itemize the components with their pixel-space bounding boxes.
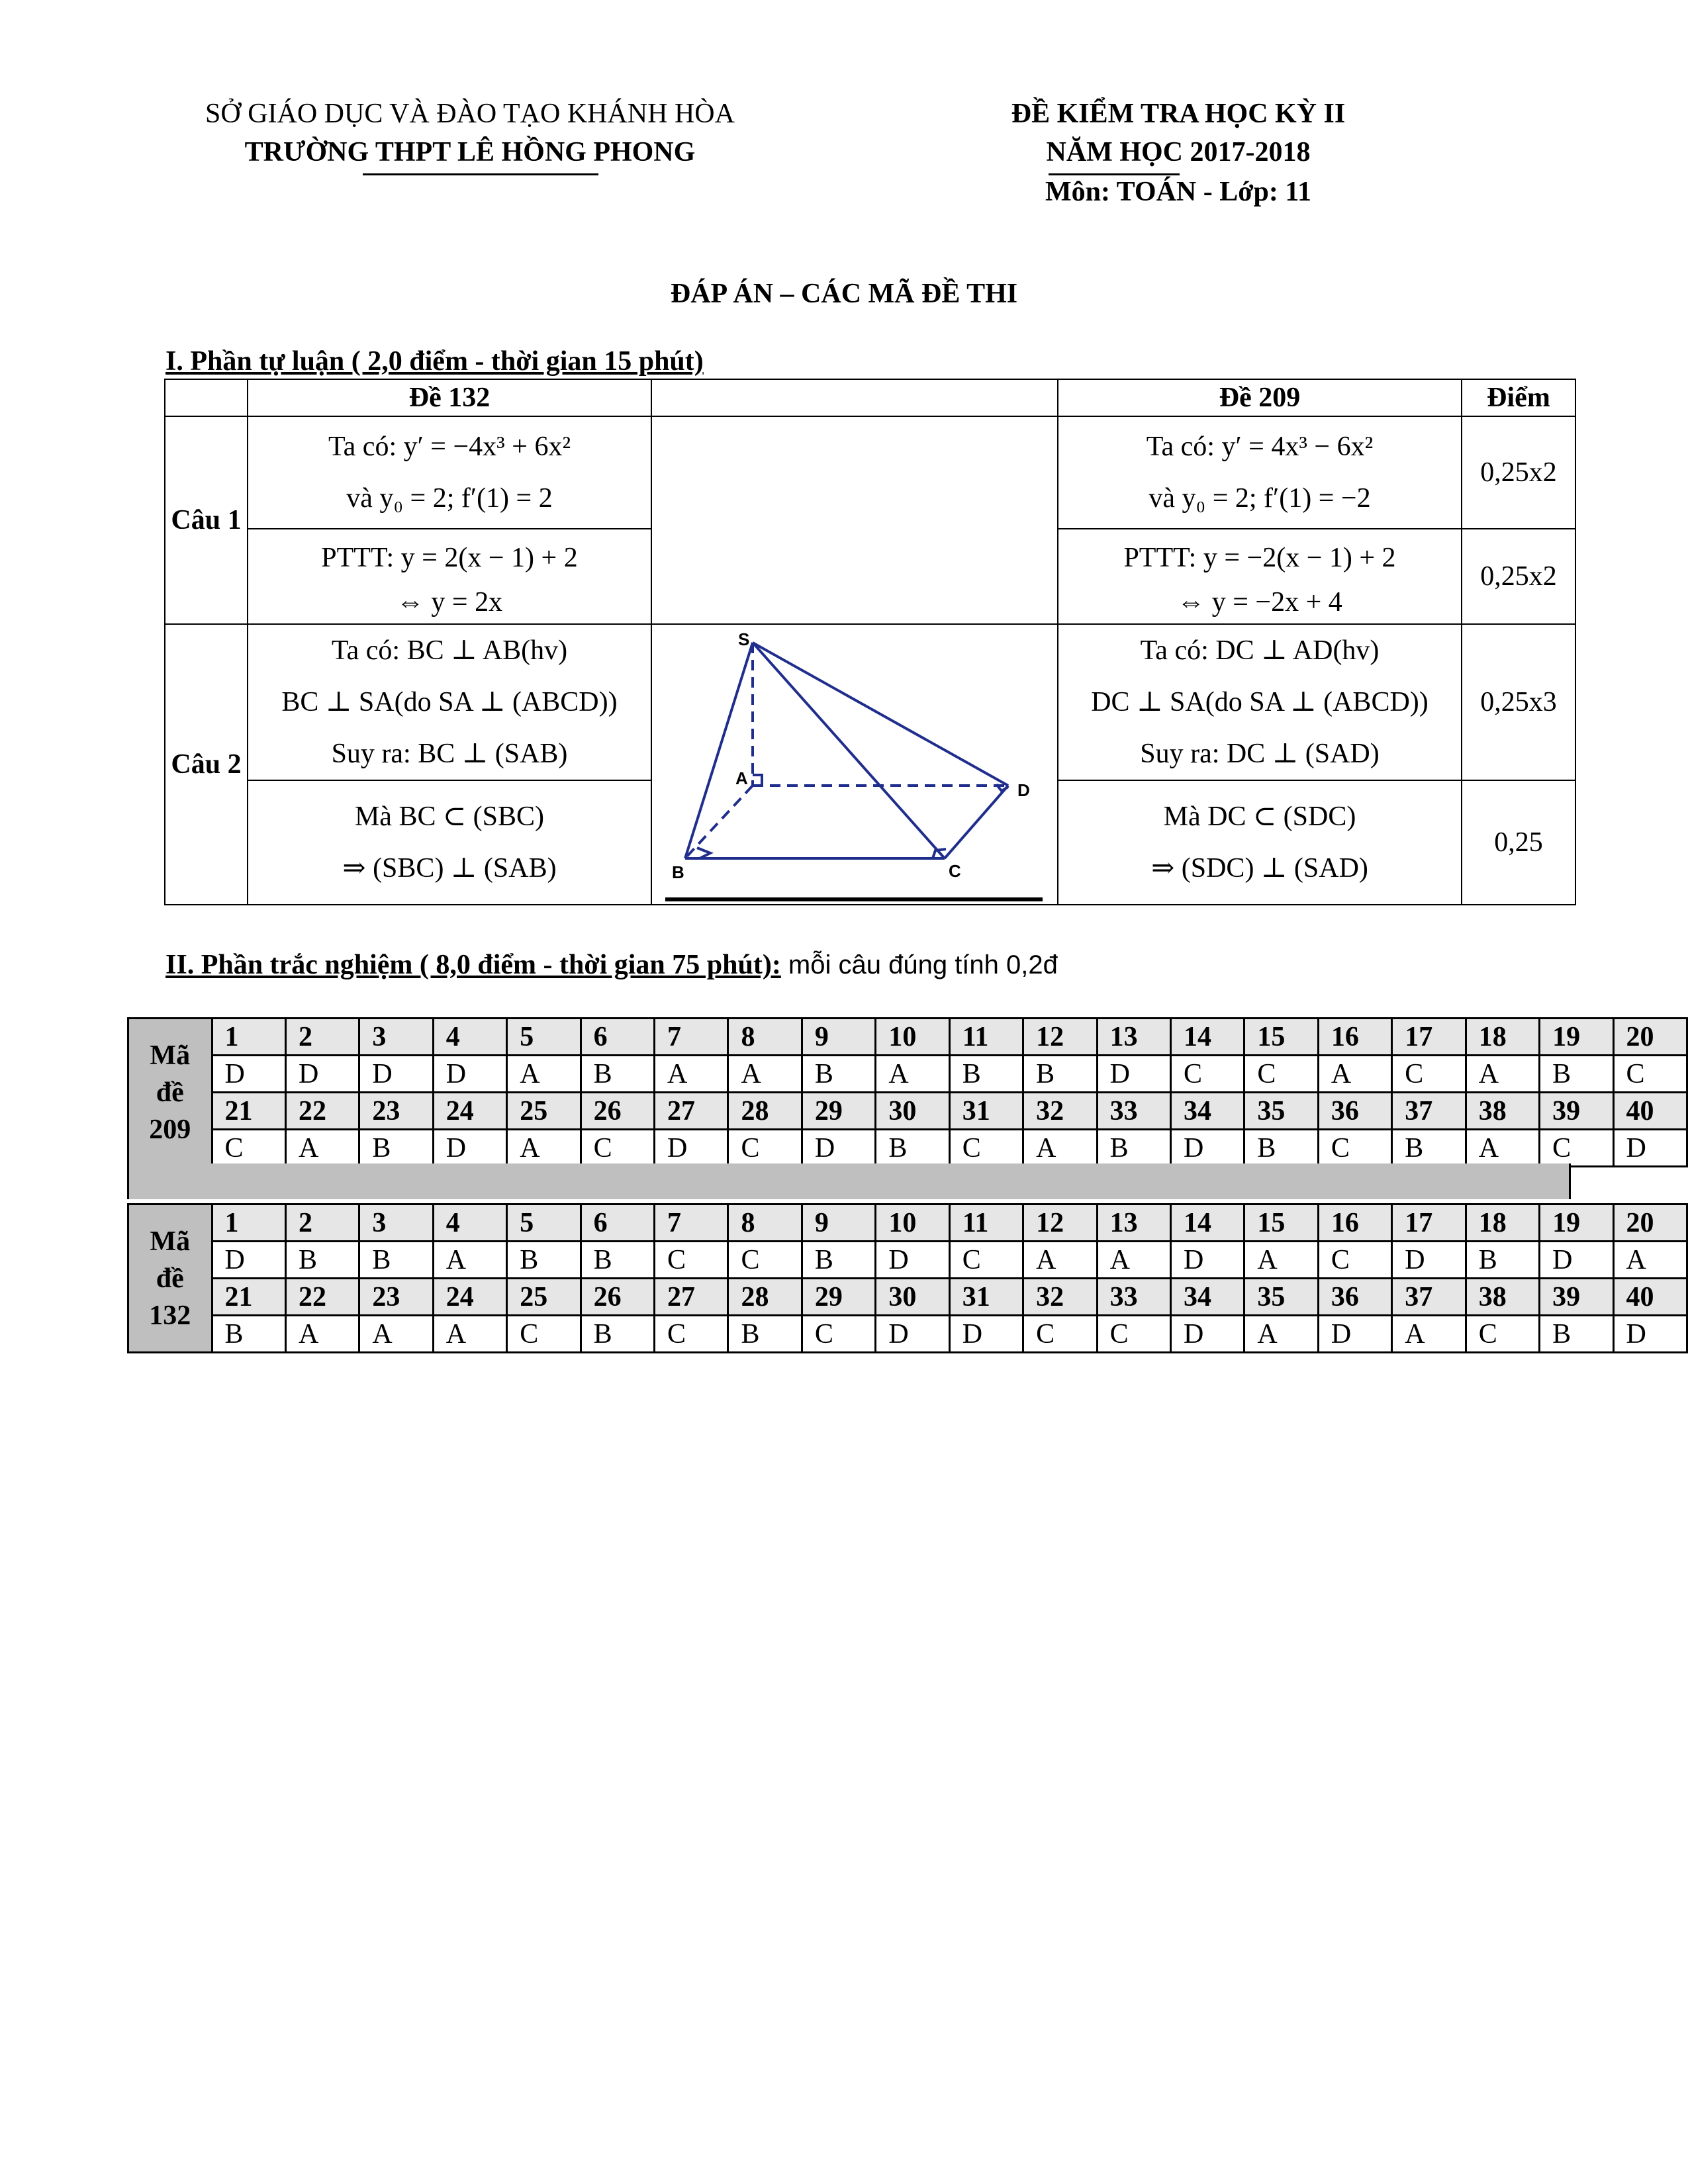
header-de132: Đề 132 — [248, 379, 651, 416]
question-number-cell: 5 — [507, 1019, 581, 1056]
q1a-de209 — [1058, 416, 1462, 529]
question-number-cell: 4 — [433, 1205, 506, 1242]
exam-code-number: 209 — [149, 1114, 191, 1145]
header-blank — [165, 379, 248, 416]
answer-cell: B — [1392, 1130, 1466, 1167]
question-1-label: Câu 1 — [165, 416, 248, 624]
answer-cell: D — [1613, 1130, 1687, 1167]
question-number-cell: 8 — [728, 1205, 802, 1242]
question-number-cell: 16 — [1318, 1019, 1391, 1056]
answer-cell: B — [1023, 1056, 1097, 1093]
answer-cell: A — [507, 1130, 581, 1167]
answer-cell: A — [1466, 1130, 1539, 1167]
answer-cell: A — [655, 1056, 728, 1093]
answer-cell: B — [212, 1316, 285, 1353]
q2a-de132-line1: Ta có: BC ⊥ AB(hv) — [331, 635, 568, 666]
answer-cell: C — [1318, 1242, 1391, 1279]
answer-cell: B — [1244, 1130, 1318, 1167]
mcq-row-nums2 — [128, 1279, 1687, 1316]
question-number-cell: 13 — [1097, 1019, 1170, 1056]
answer-cell: C — [728, 1242, 802, 1279]
question-number-cell: 11 — [949, 1019, 1023, 1056]
answer-cell: C — [655, 1242, 728, 1279]
question-number-cell: 13 — [1097, 1205, 1170, 1242]
q1b-de132-line1: PTTT: y = 2(x − 1) + 2 — [321, 543, 578, 573]
exam-code-label: đề — [156, 1077, 184, 1108]
q1a-de132-line1: Ta có: y′ = −4x³ + 6x² — [328, 432, 571, 462]
question-number-cell: 36 — [1318, 1279, 1391, 1316]
question-number-cell: 33 — [1097, 1279, 1170, 1316]
edge-SB — [685, 643, 753, 858]
q1b-de209-line1: PTTT: y = −2(x − 1) + 2 — [1123, 543, 1396, 573]
question-number-cell: 1 — [212, 1205, 285, 1242]
answer-cell: D — [433, 1130, 506, 1167]
answer-cell: C — [1097, 1316, 1170, 1353]
exam-code-label: Mã — [150, 1226, 191, 1257]
point-A-label: A — [735, 768, 748, 788]
question-number-cell: 20 — [1613, 1205, 1687, 1242]
question-number-cell: 34 — [1171, 1279, 1244, 1316]
q2a-de132 — [248, 624, 651, 780]
question-number-cell: 35 — [1244, 1279, 1318, 1316]
question-number-cell: 39 — [1540, 1279, 1613, 1316]
answer-cell: B — [359, 1130, 433, 1167]
question-number-cell: 30 — [876, 1093, 949, 1130]
question-number-cell: 29 — [802, 1279, 875, 1316]
question-number-cell: 37 — [1392, 1093, 1466, 1130]
q2a-de132-line3: Suy ra: BC ⊥ (SAB) — [331, 739, 568, 769]
answer-cell: B — [581, 1242, 654, 1279]
exam-code-label: Mã — [150, 1040, 191, 1071]
answer-cell: C — [802, 1316, 875, 1353]
question-number-cell: 22 — [285, 1279, 359, 1316]
question-number-cell: 25 — [507, 1279, 581, 1316]
question-number-cell: 31 — [949, 1093, 1023, 1130]
answer-cell: D — [876, 1242, 949, 1279]
question-number-cell: 26 — [581, 1093, 654, 1130]
question-number-cell: 6 — [581, 1205, 654, 1242]
answer-cell: B — [876, 1130, 949, 1167]
q2b-de132-line2: ⇒ (SBC) ⊥ (SAB) — [342, 853, 557, 884]
question-number-cell: 40 — [1613, 1279, 1687, 1316]
answer-cell: D — [1613, 1316, 1687, 1353]
exam-code-number: 132 — [149, 1300, 191, 1331]
mcq-separator — [127, 1163, 1571, 1199]
answer-cell: D — [949, 1316, 1023, 1353]
answer-cell: B — [581, 1056, 654, 1093]
q1a-de132 — [248, 416, 651, 529]
answer-cell: C — [949, 1242, 1023, 1279]
answer-cell: D — [433, 1056, 506, 1093]
answer-cell: D — [359, 1056, 433, 1093]
header-score: Điểm — [1462, 379, 1575, 416]
answer-cell: C — [949, 1130, 1023, 1167]
right-angle-A — [753, 775, 762, 786]
question-number-cell: 1 — [212, 1019, 285, 1056]
question-number-cell: 11 — [949, 1205, 1023, 1242]
answer-cell: D — [802, 1130, 875, 1167]
q1b-de209 — [1058, 529, 1462, 624]
answer-cell: A — [1613, 1242, 1687, 1279]
q2b-de209-line2: ⇒ (SDC) ⊥ (SAD) — [1151, 853, 1368, 884]
answer-cell: A — [1023, 1242, 1097, 1279]
answer-cell: A — [1244, 1242, 1318, 1279]
question-number-cell: 39 — [1540, 1093, 1613, 1130]
question-number-cell: 10 — [876, 1019, 949, 1056]
q2a-de209-line2: DC ⊥ SA(do SA ⊥ (ABCD)) — [1091, 687, 1429, 717]
answer-cell: C — [655, 1316, 728, 1353]
question-number-cell: 26 — [581, 1279, 654, 1316]
answer-cell: C — [1023, 1316, 1097, 1353]
answer-cell: A — [433, 1242, 506, 1279]
question-number-cell: 37 — [1392, 1279, 1466, 1316]
question-number-cell: 8 — [728, 1019, 802, 1056]
mcq-row-ans2 — [128, 1130, 1687, 1167]
q2b-de209-line1: Mà DC ⊂ (SDC) — [1163, 801, 1356, 832]
school-year: NĂM HỌC 2017-2018 — [1046, 137, 1311, 167]
question-number-cell: 33 — [1097, 1093, 1170, 1130]
answer-cell: B — [285, 1242, 359, 1279]
right-angle-B — [697, 848, 710, 858]
mcq-row-nums2 — [128, 1093, 1687, 1130]
answer-cell: A — [507, 1056, 581, 1093]
question-number-cell: 28 — [728, 1279, 802, 1316]
answer-cell: B — [507, 1242, 581, 1279]
answer-cell: A — [1318, 1056, 1391, 1093]
question-number-cell: 34 — [1171, 1093, 1244, 1130]
part2-heading-line — [165, 949, 1058, 981]
question-number-cell: 19 — [1540, 1205, 1613, 1242]
mcq-row-ans1 — [128, 1242, 1687, 1279]
q1b-de209-line2: ⇔ y = −2x + 4 — [1177, 587, 1342, 617]
answer-cell: C — [507, 1316, 581, 1353]
answer-cell: C — [728, 1130, 802, 1167]
mcq-row-ans1 — [128, 1056, 1687, 1093]
q2a-de132-line2: BC ⊥ SA(do SA ⊥ (ABCD)) — [281, 687, 618, 717]
answer-cell: D — [285, 1056, 359, 1093]
question-number-cell: 18 — [1466, 1205, 1539, 1242]
q2b-de209 — [1058, 780, 1462, 905]
answer-cell: D — [655, 1130, 728, 1167]
question-number-cell: 27 — [655, 1279, 728, 1316]
school-department: SỞ GIÁO DỤC VÀ ĐÀO TẠO KHÁNH HÒA — [205, 99, 735, 129]
question-number-cell: 38 — [1466, 1093, 1539, 1130]
answer-cell: C — [212, 1130, 285, 1167]
answer-cell: B — [949, 1056, 1023, 1093]
answer-cell: C — [1466, 1316, 1539, 1353]
answer-cell: D — [1171, 1130, 1244, 1167]
question-number-cell: 19 — [1540, 1019, 1613, 1056]
exam-title: ĐỀ KIỂM TRA HỌC KỲ II — [1011, 99, 1346, 129]
answer-cell: B — [1097, 1130, 1170, 1167]
question-number-cell: 14 — [1171, 1019, 1244, 1056]
question-number-cell: 9 — [802, 1205, 875, 1242]
point-C-label: C — [949, 861, 961, 881]
answer-cell: B — [1466, 1242, 1539, 1279]
question-number-cell: 25 — [507, 1093, 581, 1130]
question-number-cell: 23 — [359, 1279, 433, 1316]
answer-cell: A — [359, 1316, 433, 1353]
essay-answer-table — [164, 379, 1576, 905]
question-number-cell: 2 — [285, 1019, 359, 1056]
answer-cell: D — [1171, 1316, 1244, 1353]
question-number-cell: 21 — [212, 1093, 285, 1130]
score-2: 0,25x2 — [1462, 529, 1575, 624]
answer-cell: B — [581, 1316, 654, 1353]
exam-code-cell — [128, 1019, 212, 1167]
question-number-cell: 12 — [1023, 1019, 1097, 1056]
pyramid-figure — [652, 625, 1057, 903]
q1b-de132 — [248, 529, 651, 624]
answer-cell: D — [1392, 1242, 1466, 1279]
q1a-de132-line2: và y₀ = 2; f′(1) = 2 — [346, 483, 553, 514]
point-D-label: D — [1017, 780, 1030, 800]
score-4: 0,25 — [1462, 780, 1575, 905]
q1a-de209-line1: Ta có: y′ = 4x³ − 6x² — [1146, 432, 1374, 462]
answer-cell: A — [433, 1316, 506, 1353]
answer-cell: A — [876, 1056, 949, 1093]
question-number-cell: 24 — [433, 1279, 506, 1316]
question-number-cell: 31 — [949, 1279, 1023, 1316]
question-number-cell: 10 — [876, 1205, 949, 1242]
question-number-cell: 14 — [1171, 1205, 1244, 1242]
question-number-cell: 24 — [433, 1093, 506, 1130]
part2-heading: II. Phần trắc nghiệm ( 8,0 điểm - thời gian 75 phút): — [165, 950, 781, 980]
answer-cell: C — [1171, 1056, 1244, 1093]
question-number-cell: 28 — [728, 1093, 802, 1130]
answer-cell: C — [1392, 1056, 1466, 1093]
score-1: 0,25x2 — [1462, 416, 1575, 529]
q1a-de209-line2: và y₀ = 2; f′(1) = −2 — [1149, 483, 1371, 514]
question-number-cell: 3 — [359, 1019, 433, 1056]
question-number-cell: 23 — [359, 1093, 433, 1130]
answer-cell: C — [1318, 1130, 1391, 1167]
answer-cell: B — [728, 1316, 802, 1353]
answer-cell: B — [359, 1242, 433, 1279]
q2b-de132 — [248, 780, 651, 905]
question-number-cell: 17 — [1392, 1205, 1466, 1242]
part2-note: mỗi câu đúng tính 0,2đ — [780, 950, 1058, 979]
question-number-cell: 36 — [1318, 1093, 1391, 1130]
question-number-cell: 7 — [655, 1019, 728, 1056]
question-number-cell: 38 — [1466, 1279, 1539, 1316]
q2a-de209 — [1058, 624, 1462, 780]
question-number-cell: 40 — [1613, 1093, 1687, 1130]
mcq-table-132 — [127, 1203, 1688, 1353]
exam-code-cell — [128, 1205, 212, 1353]
point-B-label: B — [672, 862, 684, 882]
answer-cell: A — [728, 1056, 802, 1093]
q2a-de209-line3: Suy ra: DC ⊥ (SAD) — [1140, 739, 1380, 769]
question-number-cell: 20 — [1613, 1019, 1687, 1056]
answer-cell: A — [1466, 1056, 1539, 1093]
header-de209: Đề 209 — [1058, 379, 1462, 416]
question-number-cell: 4 — [433, 1019, 506, 1056]
answer-cell: C — [1613, 1056, 1687, 1093]
question-number-cell: 15 — [1244, 1205, 1318, 1242]
score-3: 0,25x3 — [1462, 624, 1575, 780]
part1-heading: I. Phần tự luận ( 2,0 điểm - thời gian 15 phút) — [165, 346, 704, 377]
mcq-row-ans2 — [128, 1316, 1687, 1353]
answer-cell: D — [1097, 1056, 1170, 1093]
answer-cell: D — [212, 1242, 285, 1279]
question-number-cell: 17 — [1392, 1019, 1466, 1056]
answer-cell: B — [802, 1242, 875, 1279]
q2b-de132-line1: Mà BC ⊂ (SBC) — [354, 801, 545, 832]
answer-cell: C — [1540, 1130, 1613, 1167]
answer-cell: D — [876, 1316, 949, 1353]
answer-cell: B — [802, 1056, 875, 1093]
question-number-cell: 22 — [285, 1093, 359, 1130]
answer-key-title: ĐÁP ÁN – CÁC MÃ ĐỀ THI — [670, 279, 1018, 309]
answer-cell: C — [1244, 1056, 1318, 1093]
question-number-cell: 5 — [507, 1205, 581, 1242]
edge-SC — [753, 643, 945, 858]
question-number-cell: 18 — [1466, 1019, 1539, 1056]
answer-cell: D — [212, 1056, 285, 1093]
header-figure-blank — [651, 379, 1058, 416]
q2a-de209-line1: Ta có: DC ⊥ AD(hv) — [1140, 635, 1380, 666]
question-number-cell: 16 — [1318, 1205, 1391, 1242]
figure-blank-cell — [651, 416, 1058, 624]
edge-SD — [753, 643, 1008, 786]
mcq-table-209 — [127, 1017, 1688, 1167]
question-number-cell: 32 — [1023, 1279, 1097, 1316]
header-underline-right — [1049, 173, 1180, 175]
school-name: TRƯỜNG THPT LÊ HỒNG PHONG — [244, 137, 696, 167]
point-S-label: S — [738, 629, 750, 649]
question-number-cell: 32 — [1023, 1093, 1097, 1130]
mcq-row-nums1 — [128, 1019, 1687, 1056]
question-number-cell: 9 — [802, 1019, 875, 1056]
question-number-cell: 12 — [1023, 1205, 1097, 1242]
question-number-cell: 21 — [212, 1279, 285, 1316]
answer-cell: A — [285, 1316, 359, 1353]
answer-cell: B — [1540, 1316, 1613, 1353]
question-number-cell: 29 — [802, 1093, 875, 1130]
question-number-cell: 6 — [581, 1019, 654, 1056]
exam-code-label: đề — [156, 1263, 184, 1294]
question-number-cell: 30 — [876, 1279, 949, 1316]
header-underline-left — [363, 173, 598, 175]
answer-cell: D — [1171, 1242, 1244, 1279]
question-2-label: Câu 2 — [165, 624, 248, 905]
answer-cell: D — [1318, 1316, 1391, 1353]
answer-cell: D — [1540, 1242, 1613, 1279]
answer-cell: A — [1023, 1130, 1097, 1167]
answer-cell: A — [1244, 1316, 1318, 1353]
edge-CD — [945, 786, 1008, 858]
pyramid-figure-cell — [651, 624, 1058, 905]
question-number-cell: 35 — [1244, 1093, 1318, 1130]
question-number-cell: 27 — [655, 1093, 728, 1130]
q1b-de132-line2: ⇔ y = 2x — [396, 587, 503, 617]
answer-cell: A — [285, 1130, 359, 1167]
question-number-cell: 2 — [285, 1205, 359, 1242]
answer-cell: C — [581, 1130, 654, 1167]
question-number-cell: 3 — [359, 1205, 433, 1242]
question-number-cell: 15 — [1244, 1019, 1318, 1056]
answer-cell: A — [1392, 1316, 1466, 1353]
subject-grade: Môn: TOÁN - Lớp: 11 — [1045, 177, 1312, 207]
answer-cell: A — [1097, 1242, 1170, 1279]
mcq-row-nums1 — [128, 1205, 1687, 1242]
question-number-cell: 7 — [655, 1205, 728, 1242]
answer-cell: B — [1540, 1056, 1613, 1093]
